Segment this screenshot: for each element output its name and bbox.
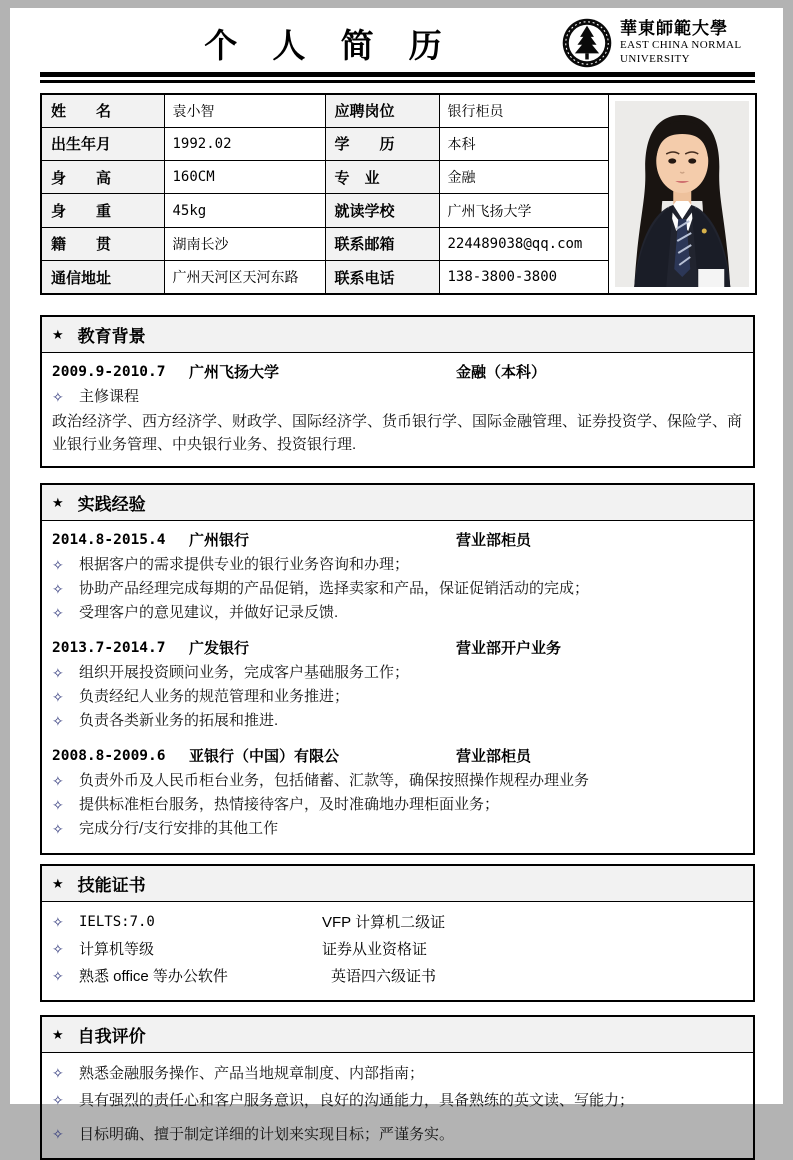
diamond-bullet-icon: ✧ [52,665,64,681]
section-education [40,315,755,468]
evaluation-bullet: 熟悉金融服务操作、产品当地规章制度、内部指南； [79,1065,425,1082]
double-rule-divider [40,72,755,83]
diamond-bullet-icon: ✧ [52,914,64,930]
list-item [52,817,743,841]
value-address: 广州天河区天河东路 [164,261,325,294]
list-item [52,661,743,685]
experience-bullet: 负责外币及人民币柜台业务，包括储蓄、汇款等，确保按照操作规程办理业务 [79,772,590,789]
experience-date: 2013.7-2014.7 [52,640,166,656]
section-evaluation-body [42,1053,753,1158]
applicant-photo [615,101,750,287]
label-phone: 联系电话 [325,261,439,294]
experience-company: 广发银行 [189,640,250,657]
university-name-en2: UNIVERSITY [620,52,690,65]
section-skills-title: 技能证书 [77,876,146,895]
skill-left: 计算机等级 [79,941,155,958]
value-school: 广州飞扬大学 [439,194,608,227]
diamond-bullet-icon: ✧ [52,389,64,405]
experience-bullet: 根据客户的需求提供专业的银行业务咨询和办理； [79,556,410,573]
list-item [52,1087,743,1114]
experience-bullet: 协助产品经理完成每期的产品促销，选择卖家和产品，保证促销活动的完成； [79,580,590,597]
label-email: 联系邮箱 [325,227,439,260]
list-item [52,1121,743,1148]
section-education-body [42,353,753,466]
experience-entry-header [52,744,743,769]
page-header [10,8,783,66]
section-education-title: 教育背景 [77,327,146,346]
value-weight: 45kg [164,194,325,227]
label-birth: 出生年月 [41,127,164,160]
photo-cell [608,94,756,294]
experience-bullet: 负责经纪人业务的规范管理和业务推进； [79,688,350,705]
section-skills [40,864,755,1002]
diamond-bullet-icon: ✧ [52,1065,64,1081]
value-phone: 138-3800-3800 [439,261,608,294]
label-school: 就读学校 [325,194,439,227]
evaluation-bullet: 目标明确、擅于制定详细的计划来实现目标；严谨务实。 [79,1126,455,1143]
value-major: 金融 [439,161,608,194]
label-position: 应聘岗位 [325,94,439,127]
experience-company: 亚银行（中国）有限公 [189,748,340,765]
education-entry-header [52,360,743,385]
experience-bullet: 受理客户的意见建议，并做好记录反馈. [79,604,339,621]
experience-entry [52,528,743,625]
value-degree: 本科 [439,127,608,160]
star-icon: ★ [52,875,64,891]
skill-right: 英语四六级证书 [331,968,437,985]
experience-date: 2008.8-2009.6 [52,748,166,764]
star-icon: ★ [52,1026,64,1042]
section-experience-body [42,521,753,853]
list-item [52,385,743,409]
diamond-bullet-icon: ✧ [52,773,64,789]
diamond-bullet-icon: ✧ [52,605,64,621]
experience-role: 营业部柜员 [456,532,532,549]
label-address: 通信地址 [41,261,164,294]
section-evaluation-title: 自我评价 [77,1027,146,1046]
value-name: 袁小智 [164,94,325,127]
experience-date: 2014.8-2015.4 [52,532,166,548]
education-major: 金融（本科） [456,364,547,381]
list-item [52,553,743,577]
section-experience [40,483,755,855]
label-degree: 学 历 [325,127,439,160]
diamond-bullet-icon: ✧ [52,968,64,984]
experience-bullet: 完成分行/支行安排的其他工作 [79,820,279,837]
skill-left: 熟悉 office 等办公软件 [79,968,228,985]
value-email: 224489038@qq.com [439,227,608,260]
experience-entry-header [52,528,743,553]
diamond-bullet-icon: ✧ [52,941,64,957]
diamond-bullet-icon: ✧ [52,557,64,573]
diamond-bullet-icon: ✧ [52,821,64,837]
experience-role: 营业部开户业务 [456,640,562,657]
list-item [52,936,743,963]
section-education-header [42,317,753,353]
experience-role: 营业部柜员 [456,748,532,765]
label-name: 姓 名 [41,94,164,127]
section-skills-body [42,902,753,1000]
list-item [52,963,743,990]
skill-right: VFP 计算机二级证 [322,914,446,931]
value-hometown: 湖南长沙 [164,227,325,260]
skill-right: 证券从业资格证 [322,941,428,958]
section-evaluation-header [42,1017,753,1053]
value-birth: 1992.02 [164,127,325,160]
list-item [52,1060,743,1087]
university-logo [561,17,757,69]
page-title: 个 人 简 历 [204,26,455,64]
section-experience-title: 实践经验 [77,495,146,514]
ecnu-seal-icon [561,17,613,69]
experience-bullet: 提供标准柜台服务，热情接待客户，及时准确地办理柜面业务； [79,796,500,813]
experience-entry [52,636,743,733]
section-evaluation [40,1015,755,1160]
diamond-bullet-icon: ✧ [52,713,64,729]
label-major: 专 业 [325,161,439,194]
experience-bullet: 负责各类新业务的拓展和推进. [79,712,279,729]
section-experience-header [42,485,753,521]
list-item [52,577,743,601]
label-weight: 身 重 [41,194,164,227]
personal-info-table [40,93,757,295]
table-row [41,94,756,127]
list-item [52,769,743,793]
value-height: 160CM [164,161,325,194]
education-date: 2009.9-2010.7 [52,364,166,380]
diamond-bullet-icon: ✧ [52,689,64,705]
diamond-bullet-icon: ✧ [52,1126,64,1142]
course-label: 主修课程 [79,388,140,405]
star-icon: ★ [52,326,64,342]
experience-bullet: 组织开展投资顾问业务，完成客户基础服务工作； [79,664,410,681]
list-item [52,601,743,625]
value-position: 银行柜员 [439,94,608,127]
diamond-bullet-icon: ✧ [52,1092,64,1108]
list-item [52,793,743,817]
course-list: 政治经济学、西方经济学、财政学、国际经济学、货币银行学、国际金融管理、证券投资学、保险学、商业银行业务管理、中央银行业务、投资银行理. [52,413,743,453]
university-name [620,18,742,66]
experience-company: 广州银行 [189,532,250,549]
label-height: 身 高 [41,161,164,194]
evaluation-bullet: 具有强烈的责任心和客户服务意识，良好的沟通能力，具备熟练的英文读、写能力； [79,1092,635,1109]
list-item [52,685,743,709]
experience-entry-header [52,636,743,661]
education-school: 广州飞扬大学 [189,364,280,381]
section-skills-header [42,866,753,902]
university-name-en1: EAST CHINA NORMAL [620,39,742,52]
list-item [52,909,743,936]
experience-entry [52,744,743,841]
skill-left: IELTS:7.0 [79,914,155,930]
diamond-bullet-icon: ✧ [52,581,64,597]
list-item [52,709,743,733]
resume-page [10,8,783,1143]
label-hometown: 籍 贯 [41,227,164,260]
university-name-cn: 華東師範大學 [620,18,728,39]
star-icon: ★ [52,494,64,510]
diamond-bullet-icon: ✧ [52,797,64,813]
